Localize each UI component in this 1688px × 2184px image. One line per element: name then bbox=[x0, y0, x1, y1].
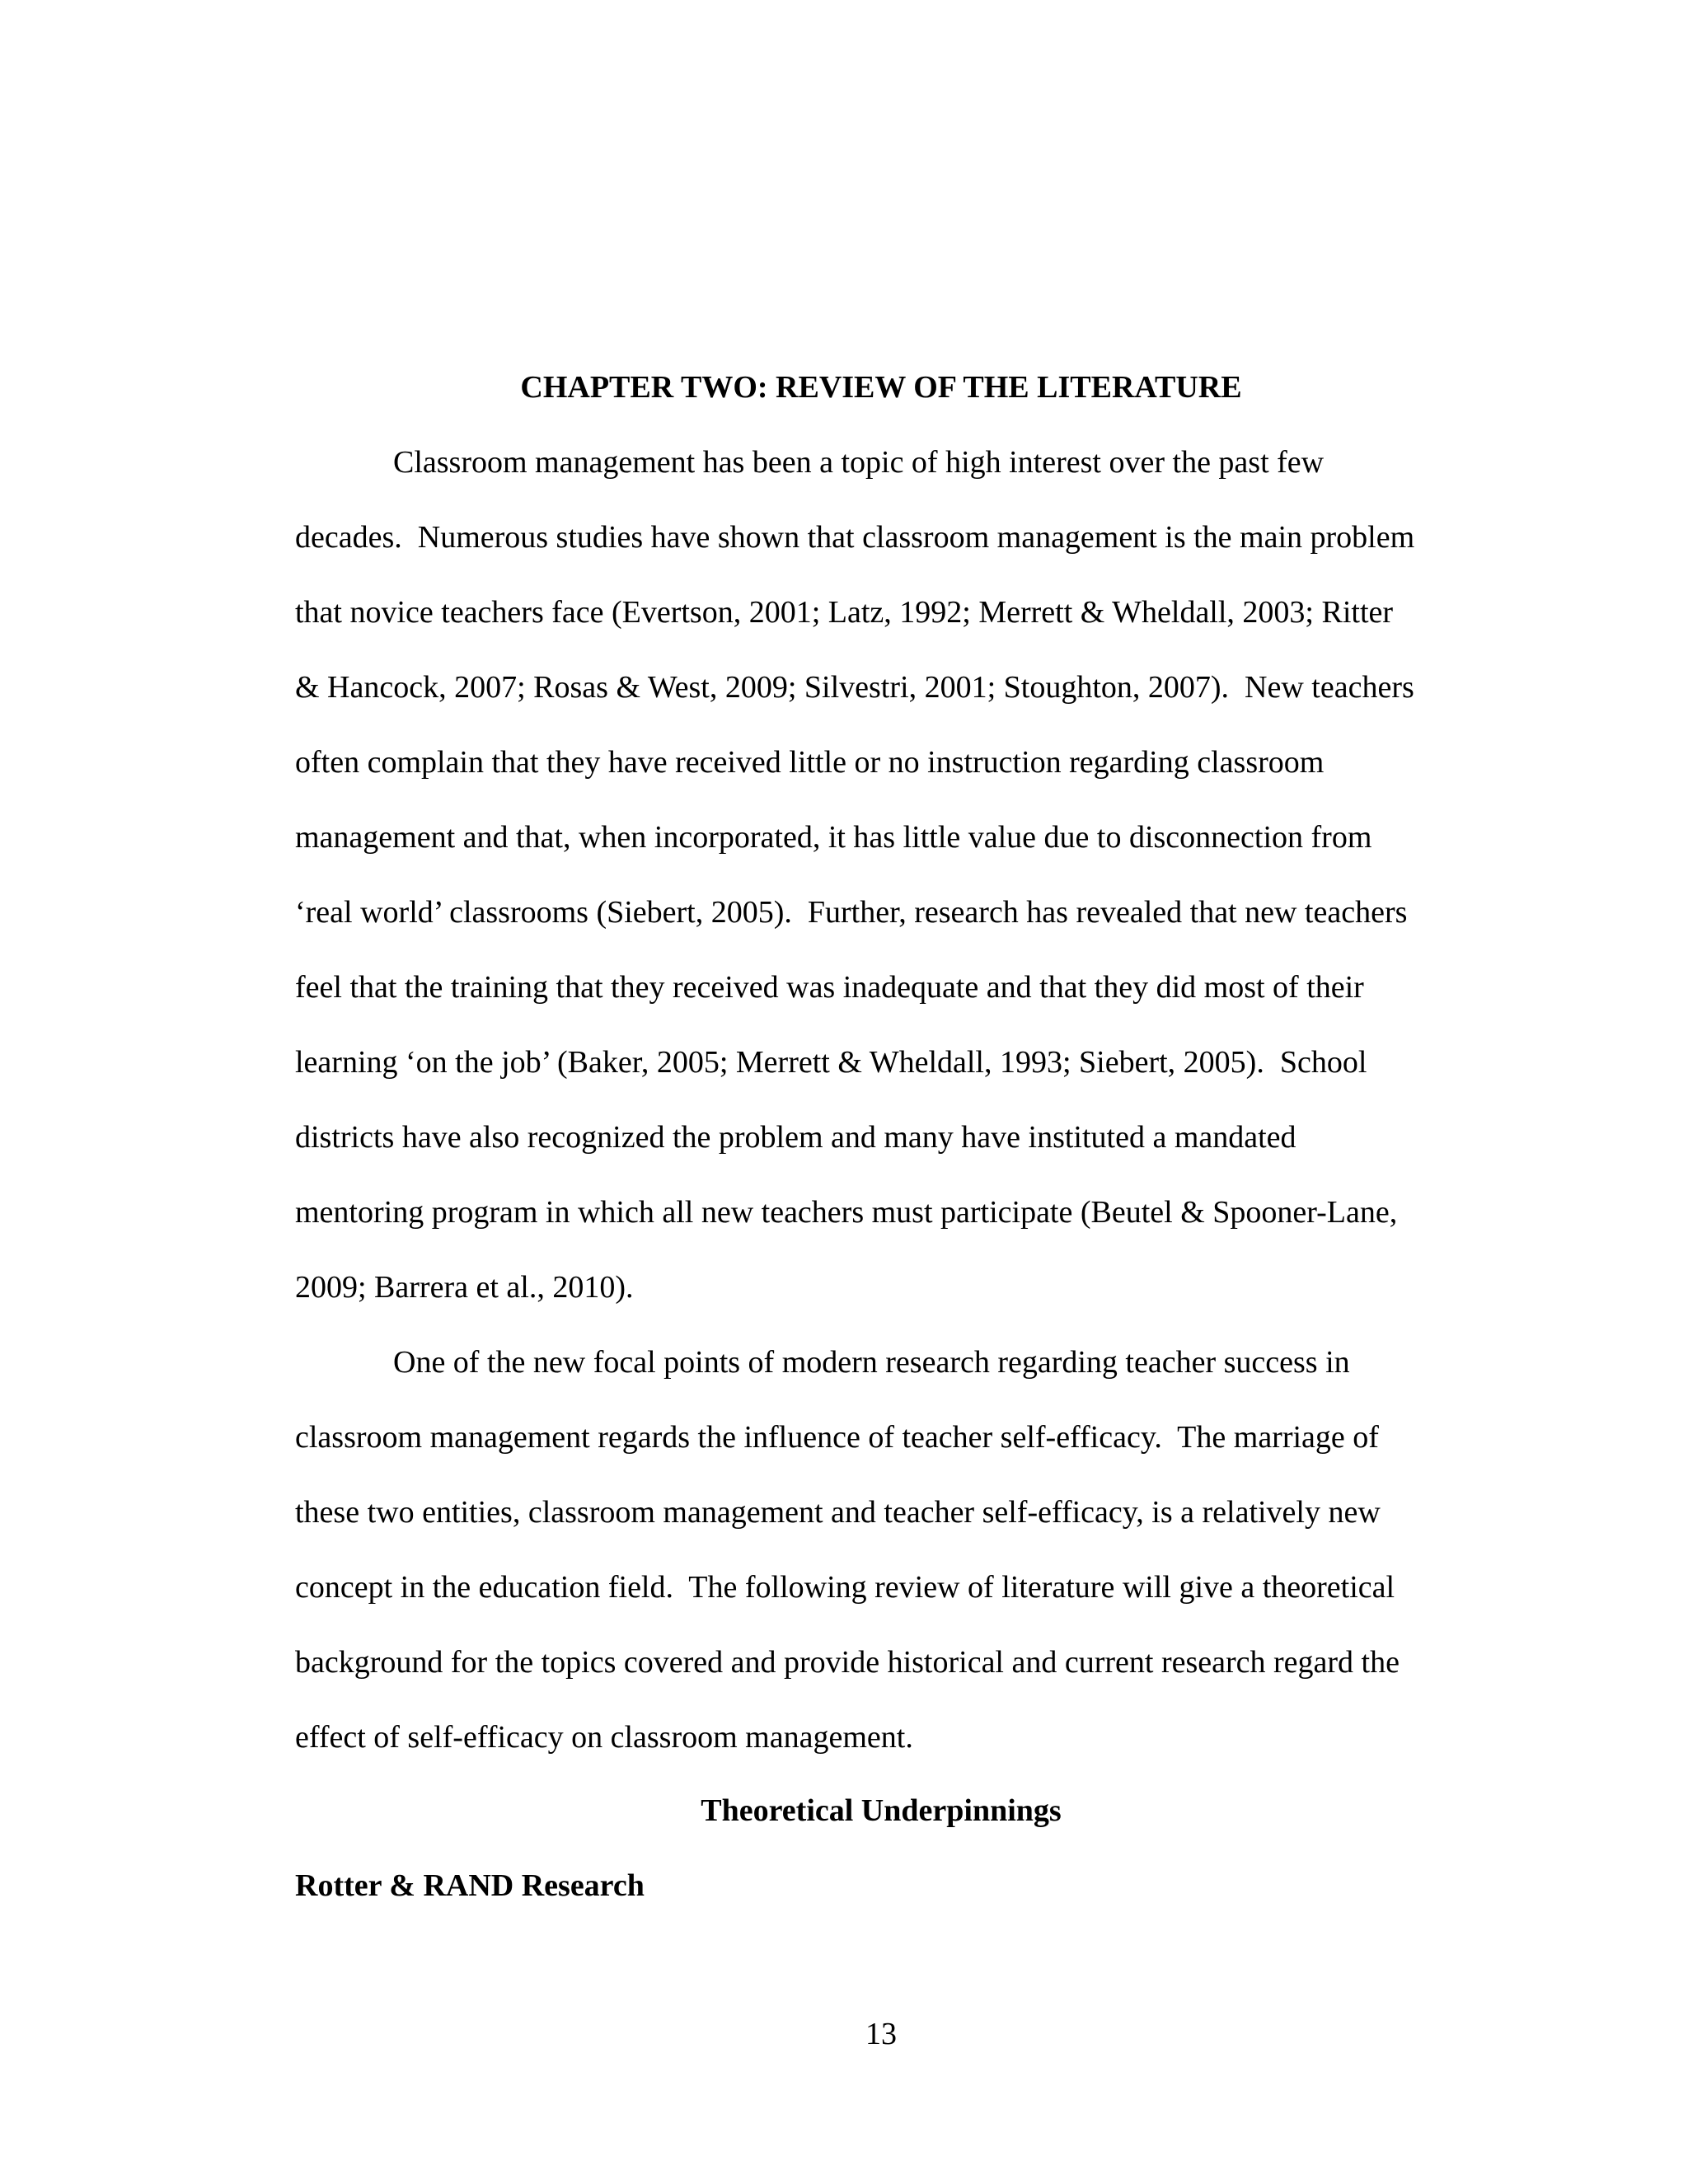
paragraph-1-line: decades. Numerous studies have shown that classroom management is the main problem bbox=[295, 520, 1415, 555]
paragraph-2-line: background for the topics covered and provide historical and current research regard the bbox=[295, 1645, 1400, 1680]
paragraph-1-line: Classroom management has been a topic of high interest over the past few bbox=[393, 445, 1325, 480]
subsection-heading: Rotter & RAND Research bbox=[295, 1868, 645, 1903]
page-number: 13 bbox=[865, 2017, 897, 2051]
paragraph-1-line: management and that, when incorporated, it has little value due to disconnection from bbox=[295, 820, 1372, 855]
paragraph-1-line: 2009; Barrera et al., 2010). bbox=[295, 1270, 634, 1305]
paragraph-2-line: concept in the education field. The following review of literature will give a theoretical bbox=[295, 1570, 1395, 1605]
paragraph-1-line: that novice teachers face (Evertson, 2001; Latz, 1992; Merrett & Wheldall, 2003; Ritter bbox=[295, 595, 1394, 630]
paragraph-1-line: learning ‘on the job’ (Baker, 2005; Merrett & Wheldall, 1993; Siebert, 2005). School bbox=[295, 1045, 1367, 1080]
paragraph-1-line: feel that the training that they received was inadequate and that they did most of their bbox=[295, 970, 1364, 1005]
paragraph-1-line: mentoring program in which all new teachers must participate (Beutel & Spooner-Lane, bbox=[295, 1195, 1398, 1230]
paragraph-1-line: often complain that they have received little or no instruction regarding classroom bbox=[295, 745, 1325, 780]
paragraph-2-line: One of the new focal points of modern research regarding teacher success in bbox=[393, 1345, 1350, 1380]
paragraph-2-line: effect of self-efficacy on classroom management. bbox=[295, 1720, 913, 1755]
section-heading: Theoretical Underpinnings bbox=[701, 1793, 1062, 1828]
chapter-title: CHAPTER TWO: REVIEW OF THE LITERATURE bbox=[520, 370, 1242, 405]
paragraph-1-line: ‘real world’ classrooms (Siebert, 2005). Further, research has revealed that new teachers bbox=[295, 895, 1408, 930]
paragraph-2-line: classroom management regards the influence of teacher self-efficacy. The marriage of bbox=[295, 1420, 1379, 1455]
paragraph-2-line: these two entities, classroom management and teacher self-efficacy, is a relatively new bbox=[295, 1495, 1381, 1530]
paragraph-1-line: & Hancock, 2007; Rosas & West, 2009; Silvestri, 2001; Stoughton, 2007). New teachers bbox=[295, 670, 1414, 705]
paragraph-1-line: districts have also recognized the problem and many have instituted a mandated bbox=[295, 1120, 1296, 1155]
